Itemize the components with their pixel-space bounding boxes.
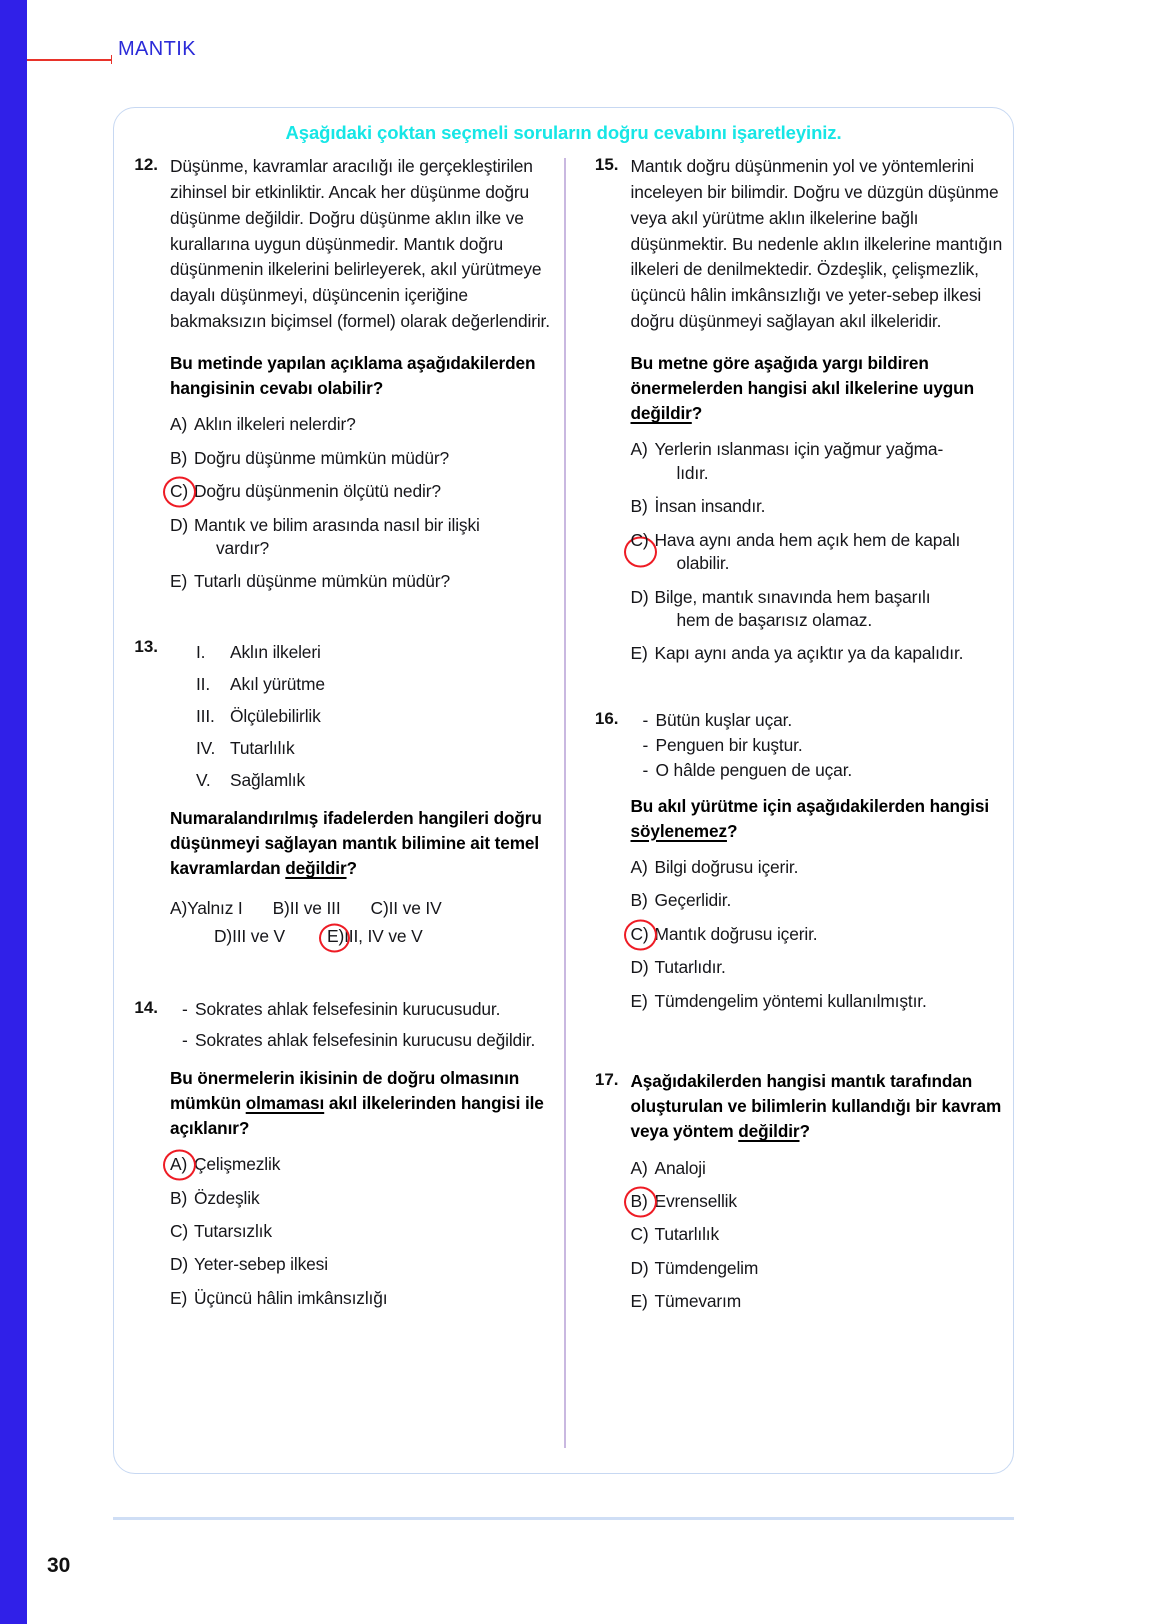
question-14-options <box>170 1153 553 1310</box>
question-17-number: 17. <box>594 1070 619 1090</box>
question-17 <box>583 1069 1004 1324</box>
option-16-c-text: Mantık doğrusu içerir. <box>654 923 818 944</box>
question-15-prompt-emphasis: değildir <box>630 403 692 424</box>
page-spine <box>0 0 27 1624</box>
option-16-e-text: Tümdengelim yöntemi kullanılmıştır. <box>654 990 927 1011</box>
option-17-b[interactable] <box>631 1190 1004 1213</box>
question-17-prompt-part2: ? <box>799 1121 810 1142</box>
question-14-prompt-emphasis: olmaması <box>245 1092 325 1113</box>
option-15-c-text-cont: olabilir. <box>676 553 730 574</box>
option-15-b-label: B) <box>630 496 648 517</box>
option-15-b-text: İnsan insandır. <box>654 496 766 517</box>
question-12-number: 12. <box>134 155 158 174</box>
page-title: MANTIK <box>118 38 196 60</box>
question-12-stem: Düşünme, kavramlar aracılığı ile gerçekleştirilen zihinsel bir etkinliktir. Ancak her düşünme doğru düşünme değildir. Doğru düşünme aklın ilke ve kurallarına uygun düşünmedir. Mantık doğru düşünmenin ilkelerini belirleyerek, akıl yürütmeye dayalı düşünmeyi, düşüncenin içeriğine bakmaksızın biçimsel (formel) olarak değerlendirir. <box>170 156 550 332</box>
option-16-a[interactable] <box>631 856 1004 879</box>
option-15-d[interactable] <box>631 586 1004 633</box>
question-15-options <box>631 438 1004 665</box>
header-rule-decoration <box>27 59 112 61</box>
question-16-prompt-emphasis: söylenemez <box>630 820 727 841</box>
option-15-a-text: Yerlerin ıslanması için yağmur yağma- <box>654 439 944 460</box>
option-17-c[interactable] <box>631 1223 1004 1246</box>
question-17-options <box>631 1157 1004 1314</box>
option-13-c[interactable] <box>371 895 442 923</box>
option-12-e[interactable] <box>170 570 553 593</box>
option-15-d-text-cont: hem de başarısız olamaz. <box>676 609 873 630</box>
option-12-d-text-cont: vardır? <box>216 537 270 558</box>
option-14-e[interactable] <box>170 1287 553 1310</box>
premise-1-text: Bütün kuşlar uçar. <box>655 709 793 730</box>
question-17-prompt-part1: Aşağıdakilerden hangisi mantık tarafından oluşturulan ve bilimlerin kullandığı bir kavram veya yöntem <box>630 1071 1002 1142</box>
question-13-items <box>170 636 553 796</box>
option-16-a-label: A) <box>630 857 648 878</box>
question-14-prompt-part2: akıl ilkelerinden hangisi ile açıklanır? <box>170 1092 544 1139</box>
option-14-e-label: E) <box>170 1287 188 1308</box>
option-16-c[interactable] <box>631 923 1004 946</box>
item-4-numeral: IV. <box>196 737 216 758</box>
option-14-a-text: Çelişmezlik <box>194 1154 281 1175</box>
question-16-prompt-part1: Bu akıl yürütme için aşağıdakilerden hangisi <box>630 795 990 816</box>
option-12-b-text: Doğru düşünme mümkün müdür? <box>194 447 450 468</box>
question-13-options-row-2 <box>170 923 553 951</box>
list-item <box>182 997 553 1022</box>
dash-marker: - <box>642 760 649 781</box>
option-12-d-label: D) <box>170 514 189 535</box>
option-17-e-text: Tümevarım <box>654 1291 742 1312</box>
option-12-a-text: Aklın ilkeleri nelerdir? <box>194 414 356 435</box>
option-13-b-label: B) <box>272 898 290 919</box>
option-16-d-text: Tutarlıdır. <box>654 957 726 978</box>
option-15-e[interactable] <box>631 642 1004 665</box>
left-column <box>114 154 565 1464</box>
option-16-e[interactable] <box>631 990 1004 1013</box>
question-15-prompt <box>631 351 1004 427</box>
option-17-d-text: Tümdengelim <box>654 1257 759 1278</box>
option-14-a-label: A) <box>170 1154 188 1175</box>
list-item <box>196 668 553 700</box>
question-16-number: 16. <box>594 708 619 728</box>
option-13-e-text: III, IV ve V <box>344 926 423 947</box>
question-17-prompt-emphasis: değildir <box>738 1121 800 1142</box>
option-13-a-label: A) <box>170 898 188 919</box>
item-2-numeral: II. <box>196 673 211 694</box>
question-13 <box>122 636 553 951</box>
option-12-b-label: B) <box>170 447 188 468</box>
option-16-b-text: Geçerlidir. <box>654 890 732 911</box>
question-16-prompt-part2: ? <box>726 820 738 841</box>
dash-marker: - <box>182 999 188 1020</box>
question-14-premises <box>170 997 553 1054</box>
item-4-text: Tutarlılık <box>230 737 295 758</box>
item-5-text: Sağlamlık <box>230 769 306 790</box>
option-17-d[interactable] <box>631 1257 1004 1280</box>
question-15-stem: Mantık doğru düşünmenin yol ve yöntemlerini inceleyen bir bilimdir. Doğru ve düzgün düşünme veya akıl yürütme aklın ilkelerine bağlı düşünmektir. Bu nedenle aklın ilkelerine mantığın ilkeleri de denilmektedir. Özdeşlik, çelişmezlik, üçüncü hâlin imkânsızlığı ve yeter-sebep ilkesi doğru düşünmeyi sağlayan akıl ilkeleridir. <box>630 156 1003 332</box>
option-13-c-label: C) <box>370 898 389 919</box>
list-item <box>182 1028 553 1053</box>
option-12-c[interactable] <box>170 480 553 503</box>
option-16-a-text: Bilgi doğrusu içerir. <box>654 857 799 878</box>
option-13-a-text: Yalnız I <box>187 898 243 919</box>
option-12-a-label: A) <box>170 414 188 435</box>
question-15-prompt-part2: ? <box>691 403 703 424</box>
question-13-prompt <box>170 806 553 882</box>
option-15-e-label: E) <box>630 643 648 664</box>
questions-columns <box>114 154 1015 1464</box>
option-17-a[interactable] <box>631 1157 1004 1180</box>
option-17-d-label: D) <box>630 1257 649 1278</box>
premise-3-text: O hâlde penguen de uçar. <box>655 760 853 781</box>
option-17-e[interactable] <box>631 1290 1004 1313</box>
option-13-b-text: II ve III <box>289 898 341 919</box>
option-16-d[interactable] <box>631 956 1004 979</box>
question-16-premises <box>631 708 1004 784</box>
option-14-b[interactable] <box>170 1187 553 1210</box>
option-17-c-text: Tutarlılık <box>654 1224 720 1245</box>
question-14-prompt-part1: Bu önermelerin ikisinin de doğru olmasının mümkün <box>170 1067 520 1113</box>
list-item <box>196 636 553 668</box>
option-15-d-label: D) <box>630 586 649 607</box>
option-15-c[interactable] <box>631 529 1004 576</box>
option-16-d-label: D) <box>630 957 649 978</box>
option-15-a-text-cont: lıdır. <box>676 462 709 483</box>
option-17-a-text: Analoji <box>654 1157 706 1178</box>
premise-1-text: Sokrates ahlak felsefesinin kurucusudur. <box>195 999 501 1020</box>
premise-2-text: Penguen bir kuştur. <box>655 735 803 756</box>
option-13-d-text: III ve V <box>232 926 285 947</box>
option-12-e-label: E) <box>170 571 188 592</box>
question-15 <box>583 154 1004 676</box>
option-14-e-text: Üçüncü hâlin imkânsızlığı <box>194 1287 388 1308</box>
instruction-text: Aşağıdaki çoktan seçmeli soruların doğru cevabını işaretleyiniz. <box>285 122 842 143</box>
option-13-b[interactable] <box>273 895 341 923</box>
option-15-a[interactable] <box>631 438 1004 485</box>
option-17-b-label: B) <box>630 1191 648 1212</box>
right-column <box>565 154 1016 1464</box>
option-14-b-label: B) <box>170 1187 188 1208</box>
page-header <box>27 38 1027 82</box>
item-1-text: Aklın ilkeleri <box>230 641 321 662</box>
option-12-b[interactable] <box>170 447 553 470</box>
option-15-e-text: Kapı aynı anda ya açıktır ya da kapalıdır. <box>654 643 964 664</box>
item-2-text: Akıl yürütme <box>230 673 325 694</box>
option-14-c[interactable] <box>170 1220 553 1243</box>
dash-marker: - <box>642 709 649 730</box>
question-13-prompt-part2: ? <box>346 858 357 879</box>
list-item <box>643 733 1004 758</box>
option-14-d[interactable] <box>170 1253 553 1276</box>
question-14-prompt <box>170 1066 553 1142</box>
option-13-d[interactable] <box>214 923 285 951</box>
item-5-numeral: V. <box>196 769 211 790</box>
question-13-prompt-part1: Numaralandırılmış ifadelerden hangileri doğru düşünmeyi sağlayan mantık bilimine ait temel kavramlardan <box>170 807 542 879</box>
question-12-prompt: Bu metinde yapılan açıklama aşağıdakilerden hangisinin cevabı olabilir? <box>170 352 536 399</box>
option-17-b-text: Evrensellik <box>654 1191 737 1212</box>
item-3-numeral: III. <box>196 705 215 726</box>
question-17-prompt <box>631 1069 1004 1145</box>
option-14-c-text: Tutarsızlık <box>194 1221 272 1242</box>
option-12-d-text: Mantık ve bilim arasında nasıl bir ilişki <box>194 514 480 535</box>
option-17-e-label: E) <box>630 1291 648 1312</box>
option-13-e[interactable] <box>327 923 423 951</box>
question-14-number: 14. <box>134 998 158 1018</box>
question-13-options <box>170 895 553 951</box>
question-13-number: 13. <box>134 636 158 656</box>
questions-panel <box>113 107 1014 1474</box>
option-16-e-label: E) <box>630 990 648 1011</box>
option-15-d-text: Bilge, mantık sınavında hem başarılı <box>654 586 931 607</box>
item-1-numeral: I. <box>196 641 206 662</box>
option-14-b-text: Özdeşlik <box>194 1187 260 1208</box>
option-17-a-label: A) <box>630 1157 648 1178</box>
option-13-d-label: D) <box>214 926 233 947</box>
page-number: 30 <box>47 1554 71 1577</box>
question-15-number: 15. <box>594 155 619 174</box>
list-item <box>196 732 553 764</box>
question-12-options <box>170 413 553 593</box>
question-16 <box>583 708 1004 1023</box>
question-13-options-row-1 <box>170 895 553 923</box>
dash-marker: - <box>182 1030 188 1051</box>
option-14-d-text: Yeter-sebep ilkesi <box>194 1254 328 1275</box>
option-15-b[interactable] <box>631 495 1004 518</box>
option-13-e-label: E) <box>327 926 345 947</box>
list-item <box>643 758 1004 783</box>
premise-2-text: Sokrates ahlak felsefesinin kurucusu değildir. <box>195 1030 536 1051</box>
option-16-b[interactable] <box>631 889 1004 912</box>
list-item <box>196 764 553 796</box>
option-12-c-label: C) <box>170 481 189 502</box>
option-14-a[interactable] <box>170 1153 553 1176</box>
option-12-a[interactable] <box>170 413 553 436</box>
question-13-prompt-emphasis: değildir <box>285 858 347 879</box>
question-14 <box>122 997 553 1320</box>
question-15-prompt-part1: Bu metne göre aşağıda yargı bildiren önermelerden hangisi akıl ilkelerine uygun <box>630 352 974 399</box>
option-15-c-label: C) <box>630 529 649 550</box>
option-12-e-text: Tutarlı düşünme mümkün müdür? <box>194 571 450 592</box>
question-16-options <box>631 856 1004 1013</box>
item-3-text: Ölçülebilirlik <box>230 705 321 726</box>
question-12 <box>122 154 553 604</box>
question-16-prompt <box>631 794 1004 844</box>
option-14-d-label: D) <box>170 1254 189 1275</box>
option-12-c-text: Doğru düşünmenin ölçütü nedir? <box>194 481 441 502</box>
option-17-c-label: C) <box>630 1224 649 1245</box>
option-12-d[interactable] <box>170 514 553 561</box>
option-13-c-text: II ve IV <box>388 898 442 919</box>
list-item <box>643 708 1004 733</box>
option-16-c-label: C) <box>630 923 649 944</box>
option-15-a-label: A) <box>630 439 648 460</box>
footer-rule <box>113 1517 1014 1520</box>
option-13-a[interactable] <box>170 895 243 923</box>
dash-marker: - <box>642 735 649 756</box>
option-15-c-text: Hava aynı anda hem açık hem de kapalı <box>654 529 961 550</box>
list-item <box>196 700 553 732</box>
option-16-b-label: B) <box>630 890 648 911</box>
option-14-c-label: C) <box>170 1221 189 1242</box>
